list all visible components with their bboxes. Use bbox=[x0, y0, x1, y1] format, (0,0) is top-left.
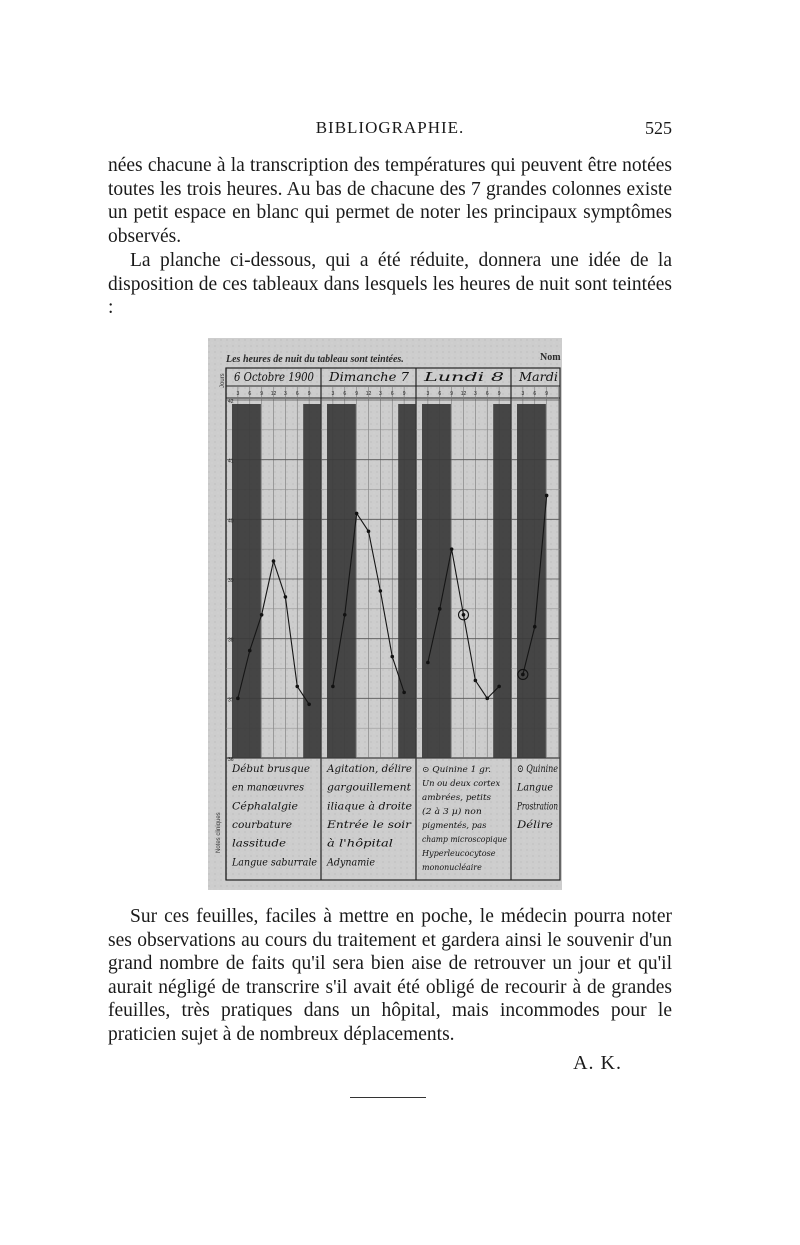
hour-tick-label: 3 bbox=[426, 391, 430, 397]
running-head bbox=[108, 118, 672, 142]
clinical-note-line: Un ou deux cortex bbox=[422, 779, 501, 788]
temperature-point bbox=[533, 625, 537, 629]
clinical-note-line: Début brusque bbox=[231, 763, 310, 775]
header-note: Les heures de nuit du tableau sont teintées. bbox=[226, 354, 404, 365]
day-header-label: 6 Octobre 1900 bbox=[234, 370, 315, 384]
temperature-chart bbox=[208, 338, 562, 890]
temperature-point bbox=[390, 655, 394, 659]
temperature-point bbox=[545, 494, 549, 498]
temperature-point bbox=[307, 703, 311, 707]
clinical-note-line: mononucléaire bbox=[422, 863, 483, 872]
hour-tick-label: 9 bbox=[545, 391, 549, 397]
page-number: 525 bbox=[645, 118, 672, 138]
paragraph-1: nées chacune à la transcription des températures qui peuvent être notées toutes les trois heures. Au bas de chacune des 7 grandes colonnes existe un petit espace en blanc qui permet de noter les principaux symptômes observés. bbox=[108, 155, 672, 247]
clinical-note-line: ambrées, petits bbox=[422, 793, 491, 802]
night-band bbox=[232, 404, 261, 758]
clinical-note-line: Entrée le soir bbox=[325, 819, 413, 831]
clinical-note-line: Délire bbox=[515, 819, 553, 831]
night-band bbox=[517, 404, 546, 758]
paragraph-3: Sur ces feuilles, faciles à mettre en poche, le médecin pourra noter ses observations au cours du traitement et gardera ainsi le souvenir d'un grand nombre de faits qu'il sera bien aise de retrouver un jour et qu'il aurait négligé de transcrire s'il avait été obligé de recourir à de grandes feuilles, très pratiques dans un hôpital, mais incommodes pour le praticien sujet à de nombreux déplacements. bbox=[108, 906, 672, 1045]
temperature-chart-figure bbox=[208, 338, 562, 890]
temp-tick-label: 39 bbox=[228, 578, 234, 584]
clinical-note-line: Céphalalgie bbox=[232, 800, 298, 813]
temperature-point bbox=[260, 613, 264, 617]
running-head-title: BIBLIOGRAPHIE. bbox=[315, 118, 465, 137]
clinical-note-line: à l'hôpital bbox=[327, 837, 393, 850]
temperature-point bbox=[402, 691, 406, 695]
quinine-marker-dot bbox=[521, 673, 524, 676]
clinical-note-line: iliaque à droite bbox=[327, 800, 412, 813]
temp-tick-label: 36 bbox=[228, 757, 234, 763]
temp-tick-label: 37 bbox=[228, 697, 234, 704]
header-right: Nom bbox=[540, 352, 561, 363]
clinical-note-line: pigmentés, pas bbox=[422, 821, 487, 830]
clinical-note-line: Adynamie bbox=[326, 856, 375, 869]
hour-tick-label: 3 bbox=[331, 391, 335, 397]
clinical-note-line: Langue bbox=[516, 781, 553, 794]
temperature-point bbox=[295, 685, 299, 689]
quinine-marker-dot bbox=[462, 613, 465, 616]
hour-tick-label: 6 bbox=[248, 391, 252, 397]
day-header-label: Mardi bbox=[517, 370, 559, 384]
hour-tick-label: 9 bbox=[402, 391, 406, 397]
temp-tick-label: 42 bbox=[228, 399, 234, 405]
temperature-point bbox=[450, 547, 454, 551]
temperature-point bbox=[248, 649, 252, 653]
hour-tick-label: 9 bbox=[355, 391, 359, 397]
days-label: Jours bbox=[220, 373, 226, 388]
hour-tick-label: 3 bbox=[378, 391, 382, 397]
temperature-point bbox=[343, 613, 347, 617]
temperature-point bbox=[497, 685, 501, 689]
temperature-point bbox=[236, 697, 240, 701]
hour-tick-label: 6 bbox=[485, 391, 489, 397]
clinical-note-line: Langue saburrale bbox=[231, 856, 317, 869]
paragraph-2: La planche ci-dessous, qui a été réduite, donnera une idée de la disposition de ces tableaux dans lesquels les heures de nuit sont teintées : bbox=[108, 250, 672, 318]
temperature-point bbox=[379, 589, 383, 593]
hour-tick-label: 12 bbox=[270, 391, 277, 397]
hour-tick-label: 9 bbox=[450, 391, 454, 397]
temperature-point bbox=[331, 685, 335, 689]
hour-tick-label: 3 bbox=[236, 391, 240, 397]
hour-tick-label: 6 bbox=[295, 391, 299, 397]
hour-tick-label: 9 bbox=[260, 391, 264, 397]
clinical-note-line: (2 à 3 µ) non bbox=[422, 807, 482, 816]
temperature-point bbox=[438, 607, 442, 611]
night-band bbox=[303, 404, 321, 758]
temperature-point bbox=[367, 529, 371, 533]
clinical-note-line: courbature bbox=[232, 819, 292, 831]
clinical-note-line: en manœuvres bbox=[232, 781, 305, 794]
end-rule bbox=[350, 1097, 426, 1098]
hour-tick-label: 6 bbox=[390, 391, 394, 397]
signature: A. K. bbox=[573, 1052, 622, 1074]
hour-tick-label: 6 bbox=[343, 391, 347, 397]
hour-tick-label: 9 bbox=[307, 391, 311, 397]
temperature-point bbox=[355, 512, 359, 516]
clinical-note-line: Prostration bbox=[516, 800, 559, 813]
temperature-point bbox=[426, 661, 430, 665]
temperature-point bbox=[485, 697, 489, 701]
temperature-point bbox=[284, 595, 288, 599]
clinical-note-line: gargouillement bbox=[327, 781, 412, 794]
temp-tick-label: 41 bbox=[228, 458, 234, 465]
hour-tick-label: 6 bbox=[533, 391, 537, 397]
clinical-note-line: lassitude bbox=[232, 837, 286, 850]
day-header-label: Dimanche 7 bbox=[327, 370, 410, 384]
hour-tick-label: 9 bbox=[497, 391, 501, 397]
night-band bbox=[422, 404, 451, 758]
temperature-point bbox=[474, 679, 478, 683]
clinical-note-line: ⊙ Quinine bbox=[517, 763, 558, 775]
hour-tick-label: 3 bbox=[473, 391, 477, 397]
day-header-label: Lundi 8 bbox=[422, 370, 505, 384]
notes-side-label: Notes cliniques bbox=[216, 812, 222, 853]
temp-tick-label: 38 bbox=[228, 637, 234, 644]
clinical-note-line: Hyperleucocytose bbox=[420, 849, 496, 858]
hour-tick-label: 3 bbox=[521, 391, 525, 397]
clinical-note-line: Agitation, délire bbox=[326, 763, 412, 775]
hour-tick-label: 12 bbox=[365, 391, 372, 397]
hour-tick-label: 3 bbox=[283, 391, 287, 397]
temp-tick-label: 40 bbox=[228, 518, 234, 525]
night-band bbox=[398, 404, 416, 758]
hour-tick-label: 6 bbox=[438, 391, 442, 397]
temperature-point bbox=[272, 559, 276, 563]
clinical-note-line: ⊙ Quinine 1 gr. bbox=[422, 765, 491, 774]
night-band bbox=[493, 404, 511, 758]
clinical-note-line: champ microscopique bbox=[422, 835, 508, 844]
hour-tick-label: 12 bbox=[460, 391, 467, 397]
night-band bbox=[327, 404, 356, 758]
